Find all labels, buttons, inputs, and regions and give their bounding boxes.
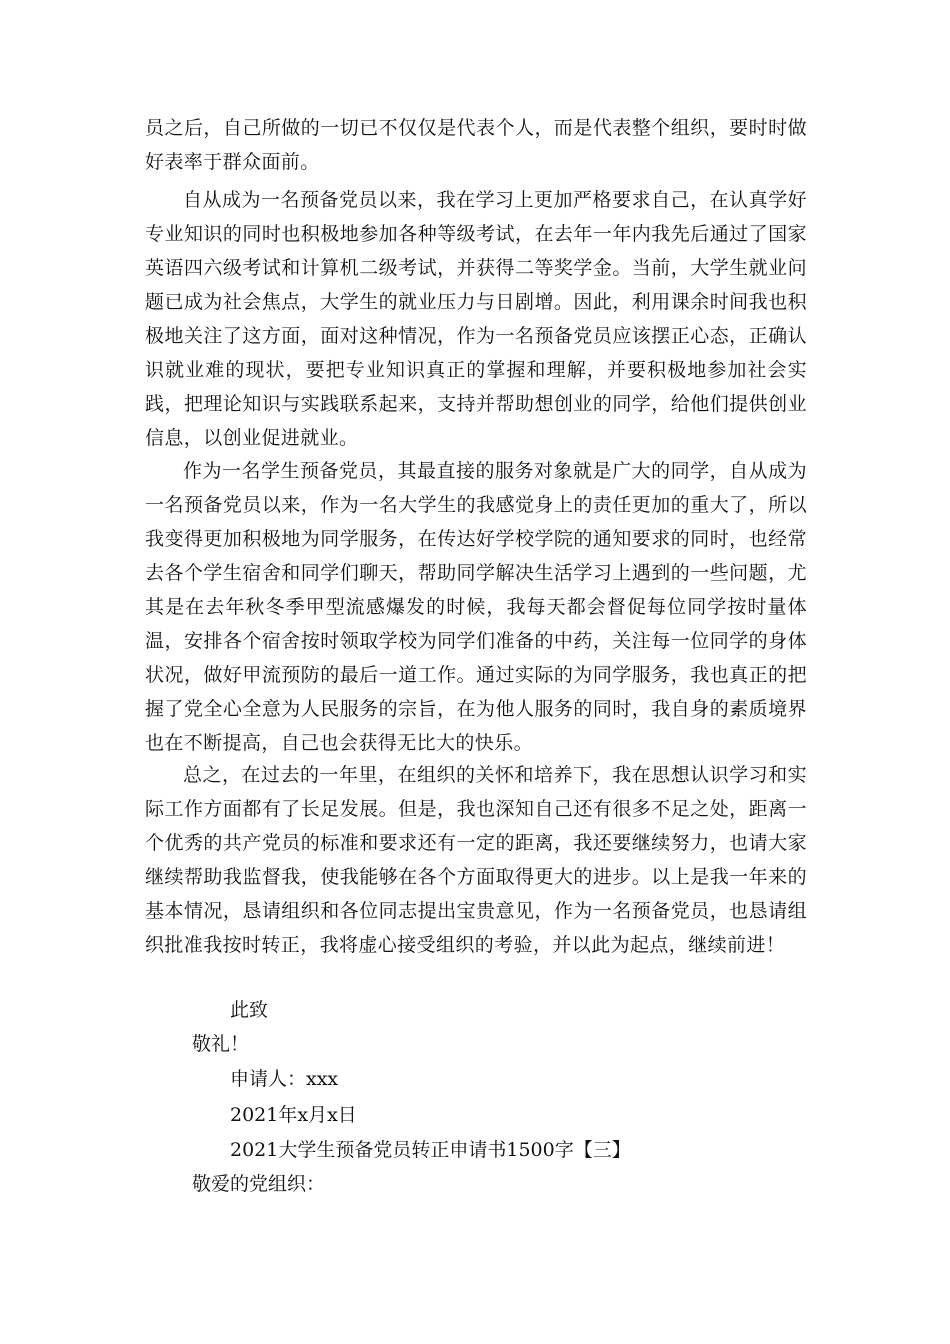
paragraph-summary: 总之，在过去的一年里，在组织的关怀和培养下，我在思想认识学习和实际工作方面都有了长足发展。但是，我也深知自己还有很多不足之处，距离一个优秀的共产党员的标准和要求还有一定的距离，我还要继续努力，也请大家继续帮助我监督我，使我能够在各个方面取得更大的进步。以上是我一年来的基本情况，恳请组织和各位同志提出宝贵意见，作为一名预备党员，也恳请组织批准我按时转正，我将虚心接受组织的考验，并以此为起点，继续前进！: [145, 764, 807, 956]
section-title: 2021大学生预备党员转正申请书1500字【三】: [230, 1139, 631, 1161]
paragraph-continuation: 员之后，自己所做的一切已不仅仅是代表个人，而是代表整个组织，要时时做好表率于群众面前。: [145, 117, 807, 173]
greeting-line: 敬爱的党组织：: [192, 1173, 326, 1195]
paragraph-study: 自从成为一名预备党员以来，我在学习上更加严格要求自己，在认真学好专业知识的同时也积极地参加各种等级考试，在去年一年内我先后通过了国家英语四六级考试和计算机二级考试，并获得二等奖学金。当前，大学生就业问题已成为社会焦点，大学生的就业压力与日剧增。因此，利用课余时间我也积极地关注了这方面，面对这种情况，作为一名预备党员应该摆正心态，正确认识就业难的现状，要把专业知识真正的掌握和理解，并要积极地参加社会实践，把理论知识与实践联系起来，支持并帮助想创业的同学，给他们提供创业信息，以创业促进就业。: [145, 189, 807, 449]
closing-text: 此致: [230, 999, 269, 1021]
salute-text: 敬礼！: [192, 1033, 250, 1055]
date-line: 2021年x月x日: [230, 1104, 357, 1126]
paragraph-service: 作为一名学生预备党员，其最直接的服务对象就是广大的同学，自从成为一名预备党员以来，作为一名大学生的我感觉身上的责任更加的重大了，所以我变得更加积极地为同学服务，在传达好学校学院的通知要求的同时，也经常去各个学生宿舍和同学们聊天，帮助同学解决生活学习上遇到的一些问题，尤其是在去年秋冬季甲型流感爆发的时候，我每天都会督促每位同学按时量体温，安排各个宿舍按时领取学校为同学们准备的中药，关注每一位同学的身体状况，做好甲流预防的最后一道工作。通过实际的为同学服务，我也真正的把握了党全心全意为人民服务的宗旨，在为他人服务的同时，我自身的素质境界也在不断提高，自己也会获得无比大的快乐。: [145, 460, 807, 754]
applicant-line: 申请人：xxx: [230, 1068, 339, 1090]
